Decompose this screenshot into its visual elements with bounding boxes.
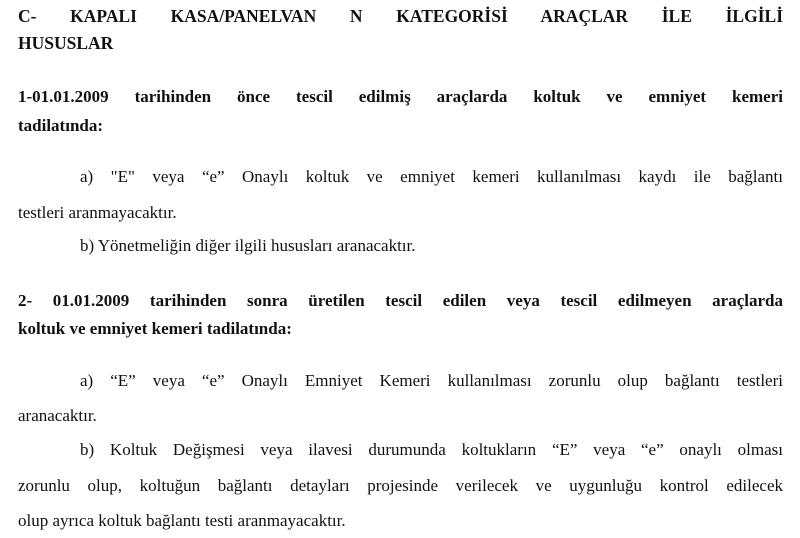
item2-heading-line1: 2- 01.01.2009 tarihinden sonra üretilen tescil edilen veya tescil edilmeyen araçlarda <box>18 291 783 310</box>
item2-a-line1: a) “E” veya “e” Onaylı Emniyet Kemeri kullanılması zorunlu olup bağlantı testleri <box>80 371 783 390</box>
item1-heading-line1: 1-01.01.2009 tarihinden önce tescil edilmiş araçlarda koltuk ve emniyet kemeri <box>18 87 783 106</box>
item1-a-line2: testleri aranmayacaktır. <box>18 203 177 222</box>
item1-a-line1: a) "E" veya “e” Onaylı koltuk ve emniyet kemeri kullanılması kaydı ile bağlantı <box>80 167 783 186</box>
item1-b-line1: b) Yönetmeliğin diğer ilgili hususları aranacaktır. <box>80 236 416 255</box>
item2-b-line2: zorunlu olup, koltuğun bağlantı detayları projesinde verilecek ve uygunluğu kontrol edilecek <box>18 476 783 495</box>
item1-heading-line2: tadilatında: <box>18 116 104 135</box>
item2-a-line2: aranacaktır. <box>18 406 97 425</box>
item2-b-line3: olup ayrıca koltuk bağlantı testi aranmayacaktır. <box>18 511 346 530</box>
item2-heading-line2: koltuk ve emniyet kemeri tadilatında: <box>18 319 292 338</box>
section-title-line1: C- KAPALI KASA/PANELVAN N KATEGORİSİ ARAÇLAR İLE İLGİLİ <box>18 6 783 26</box>
item2-b-line1: b) Koltuk Değişmesi veya ilavesi durumunda koltukların “E” veya “e” onaylı olması <box>80 440 783 459</box>
section-title-line2: HUSUSLAR <box>18 33 114 53</box>
